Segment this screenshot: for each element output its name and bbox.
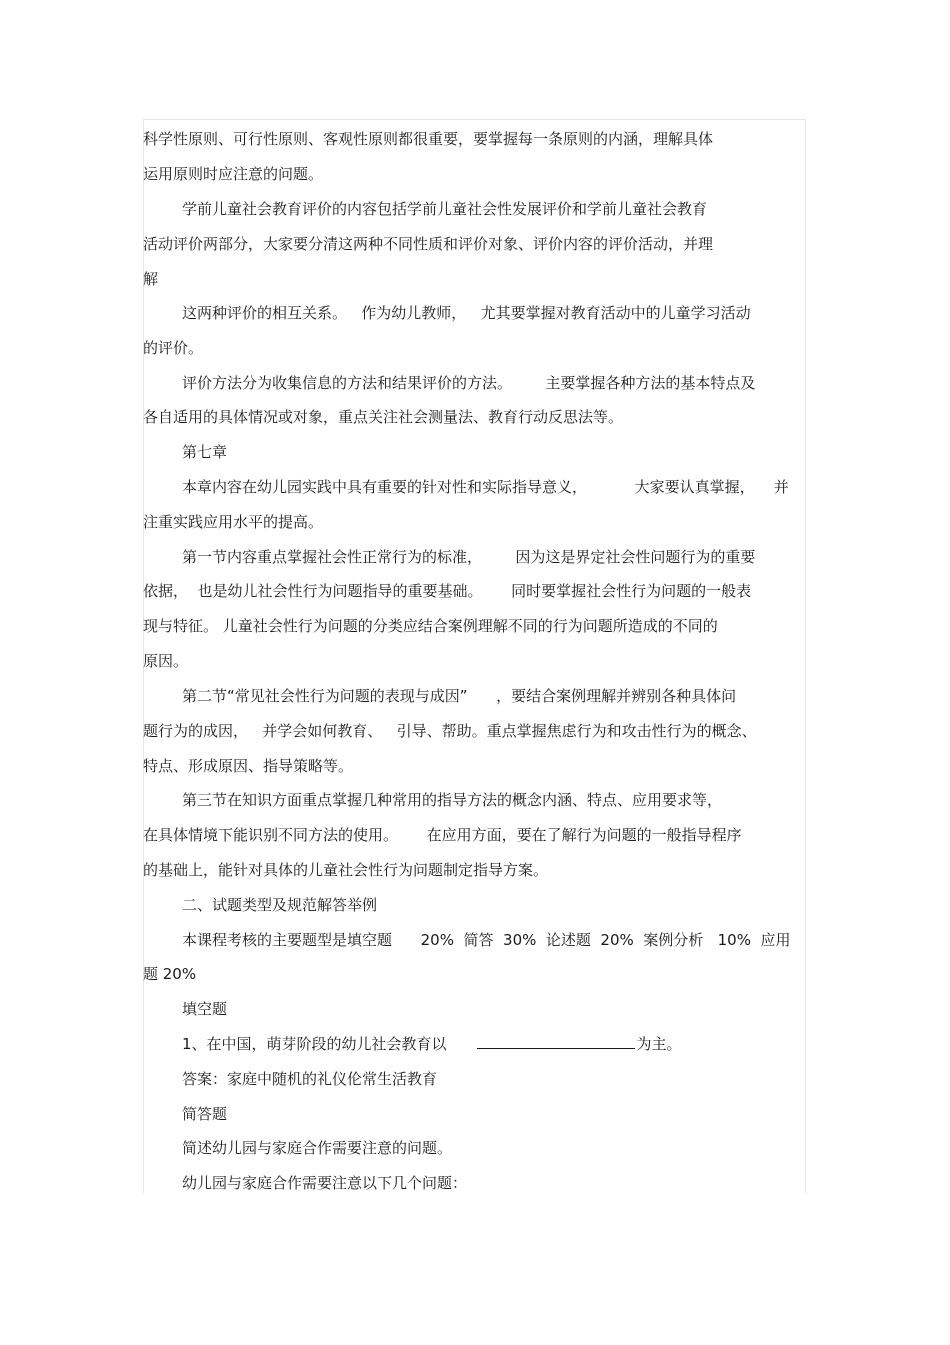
subsection-heading: 填空题: [182, 1000, 228, 1018]
paragraph-line: 特点、形成原因、指导策略等。: [143, 757, 354, 775]
paragraph-line: 的基础上，能针对具体的儿童社会性行为问题制定指导方案。: [143, 861, 549, 879]
paragraph-line: 评价方法分为收集信息的方法和结果评价的方法。 主要掌握各种方法的基本特点及: [182, 374, 756, 392]
page-frame: [143, 119, 806, 1193]
paragraph-line: 依据， 也是幼儿社会性行为问题指导的重要基础。 同时要掌握社会性行为问题的一般表: [143, 582, 752, 600]
answer-line: 答案：家庭中随机的礼仪伦常生活教育: [182, 1070, 438, 1088]
paragraph-line: 各自适用的具体情况或对象，重点关注社会测量法、教育行动反思法等。: [143, 408, 624, 426]
paragraph-line: 这两种评价的相互关系。 作为幼儿教师， 尤其要掌握对教育活动中的儿童学习活动: [182, 304, 751, 322]
paragraph-line: 本章内容在幼儿园实践中具有重要的针对性和实际指导意义， 大家要认真掌握， 并: [182, 478, 789, 496]
paragraph-line: 第二节“常见社会性行为问题的表现与成因” ，要结合案例理解并辨别各种具体问: [182, 687, 737, 705]
question-suffix: 为主。: [636, 1035, 682, 1053]
paragraph-line: 在具体情境下能识别不同方法的使用。 在应用方面，要在了解行为问题的一般指导程序: [143, 826, 742, 844]
paragraph-line: 原因。: [143, 652, 189, 670]
paragraph-line: 活动评价两部分，大家要分清这两种不同性质和评价对象、评价内容的评价活动，并理: [143, 235, 714, 253]
paragraph-line: 第三节在知识方面重点掌握几种常用的指导方法的概念内涵、特点、应用要求等，: [182, 791, 723, 809]
chapter-heading: 第七章: [182, 443, 228, 461]
question-text: 1、在中国，萌芽阶段的幼儿社会教育以: [182, 1035, 447, 1053]
paragraph-line: 运用原则时应注意的问题。: [143, 165, 324, 183]
paragraph-line: 科学性原则、可行性原则、客观性原则都很重要，要掌握每一条原则的内涵，理解具体: [143, 130, 714, 148]
subsection-heading: 简答题: [182, 1105, 228, 1123]
section-heading: 二、试题类型及规范解答举例: [182, 896, 378, 914]
paragraph-line: 本课程考核的主要题型是填空题 20% 简答 30% 论述题 20% 案例分析 10% 应用: [182, 931, 791, 949]
question-line: 简述幼儿园与家庭合作需要注意的问题。: [182, 1139, 453, 1157]
paragraph-line: 解: [143, 270, 159, 288]
paragraph-line: 的评价。: [143, 339, 204, 357]
paragraph-line: 第一节内容重点掌握社会性正常行为的标准， 因为这是界定社会性问题行为的重要: [182, 548, 756, 566]
paragraph-line: 学前儿童社会教育评价的内容包括学前儿童社会性发展评价和学前儿童社会教育: [182, 200, 708, 218]
fill-blank-question: [182, 1034, 682, 1054]
answer-blank: [477, 1034, 635, 1049]
paragraph-line: 现与特征。 儿童社会性行为问题的分类应结合案例理解不同的行为问题所造成的不同的: [143, 617, 718, 635]
paragraph-line: 幼儿园与家庭合作需要注意以下几个问题：: [182, 1174, 468, 1192]
paragraph-line: 题行为的成因， 并学会如何教育、 引导、帮助。重点掌握焦虑行为和攻击性行为的概念、: [143, 722, 757, 740]
paragraph-line: 题 20%: [143, 965, 197, 983]
paragraph-line: 注重实践应用水平的提高。: [143, 513, 324, 531]
